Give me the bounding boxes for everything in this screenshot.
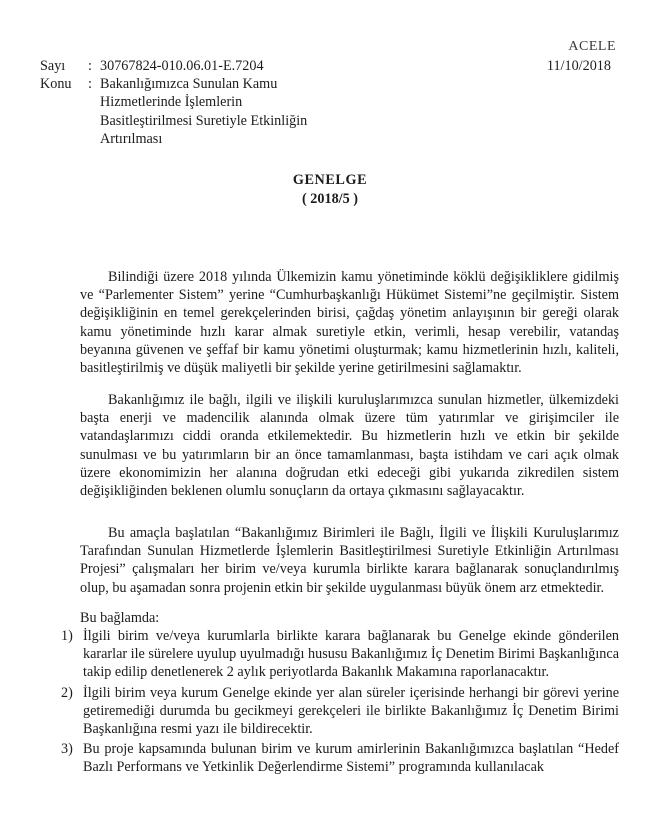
number-value: 30767824-010.06.01-E.7204 (100, 58, 264, 74)
urgency-label: ACELE (568, 39, 616, 54)
list-item (61, 684, 619, 739)
list-item (61, 627, 619, 682)
list-item-text: Bu proje kapsamında bulunan birim ve kurum amirlerinin Bakanlığımızca başlatılan “Hedef Bazlı Performans ve Yetkinlik Değerlendirme Sistemi” programında kullanılacak (83, 741, 619, 776)
list-item-number: 3) (61, 741, 73, 758)
list-intro: Bu bağlamda: (80, 610, 160, 626)
numbered-list (61, 627, 619, 779)
subject-colon: : (88, 76, 92, 93)
paragraph-1 (80, 268, 619, 377)
paragraph-2 (80, 391, 619, 500)
list-item-text: İlgili birim ve/veya kurumlarla birlikte karara bağlanarak bu Genelge ekinde gönderilen kararlar ile sürelere uyulup uyulmadığı hususu Bakanlığımız İç Denetim Birimi Başkanlığınca takip edilip denetlenerek 2 aylık periyotlarda Bakanlık Makamına raporlanacaktır. (83, 628, 619, 681)
paragraph-text: Bilindiği üzere 2018 yılında Ülkemizin kamu yönetiminde köklü değişikliklere gidilmiş ve “Parlementer Sistem” yerine “Cumhurbaşkanlığı Hükümet Sistemi”ne geçilmiştir. Sistem değişikliğinin en temel gerekçelerinden birisi, çağdaş yönetim anlayışının bir gereği olarak kamu yönetiminde hızlı karar almak suretiyle etkin, verimli, hesap verebilir, vatandaş beyanına güvenen ve şeffaf bir kamu yönetimi oluşturmak; kamu hizmetlerinin hızlı, kaliteli, basitleştirilmiş ve düşük maliyetli bir şekilde yerine getirilmesini sağlamaktır. (80, 269, 619, 377)
paragraph-text: Bu amaçla başlatılan “Bakanlığımız Birimleri ile Bağlı, İlgili ve İlişkili Kuruluşlarımız Tarafından Sunulan Hizmetlerde İşlemlerin Basitleştirilmesi Suretiyle Etkinliğin Artırılması Projesi” çalışmaları her birim ve/veya kurumla birlikte karara bağlanarak sonuçlandırılmış olup, bu aşamadan sonra projenin etkin bir şekilde uygulanması büyük önem arz etmektedir. (80, 525, 619, 596)
list-item-text: İlgili birim veya kurum Genelge ekinde yer alan süreler içerisinde herhangi bir görevi yerine getiremediği durumda bu gecikmeyi gerekçeleri ile birlikte Bakanlığımız İç Denetim Birimi Başkanlığına resmi yazı ile bildirecektir. (83, 684, 619, 738)
document-date: 11/10/2018 (546, 58, 611, 74)
paragraph-3 (80, 524, 619, 597)
document-title: GENELGE (292, 172, 368, 188)
subject-row (40, 75, 340, 148)
subject-line: Basitleştirilmesi Suretiyle Etkinliğin (100, 112, 308, 129)
number-colon: : (88, 58, 92, 74)
number-row (40, 57, 340, 75)
paragraph-text: Bakanlığımız ile bağlı, ilgili ve ilişkili kuruluşlarımızca sunulan hizmetler, ülkemizdeki başta enerji ve madencilik alanında olmak üzere tüm yatırımlar ve girişimciler ile vatandaşlarımızı ciddi oranda etkilemektedir. Bu hizmetlerin hızlı ve etkin bir şekilde sunulması ve bu yatırımların bir an önce tamamlanması, başta istihdam ve cari açık olmak üzere ekonomimizin her alanına doğrudan etki edeceği gibi yukarıda zikredilen sistem değişikliğinden beklenen olumlu sonuçların da ortaya çıkmasını sağlayacaktır. (80, 392, 619, 500)
list-item-number: 2) (61, 684, 73, 701)
list-item-number: 1) (61, 628, 73, 644)
subject-label: Konu (40, 76, 72, 93)
number-label: Sayı (40, 58, 66, 74)
circular-number: ( 2018/5 ) (302, 191, 358, 207)
subject-value (100, 75, 340, 148)
subject-line: Hizmetlerinde İşlemlerin (100, 94, 243, 111)
subject-line: Artırılması (100, 130, 163, 147)
list-item (61, 740, 619, 776)
subject-line: Bakanlığımızca Sunulan Kamu (100, 76, 278, 93)
document-meta (40, 57, 340, 148)
